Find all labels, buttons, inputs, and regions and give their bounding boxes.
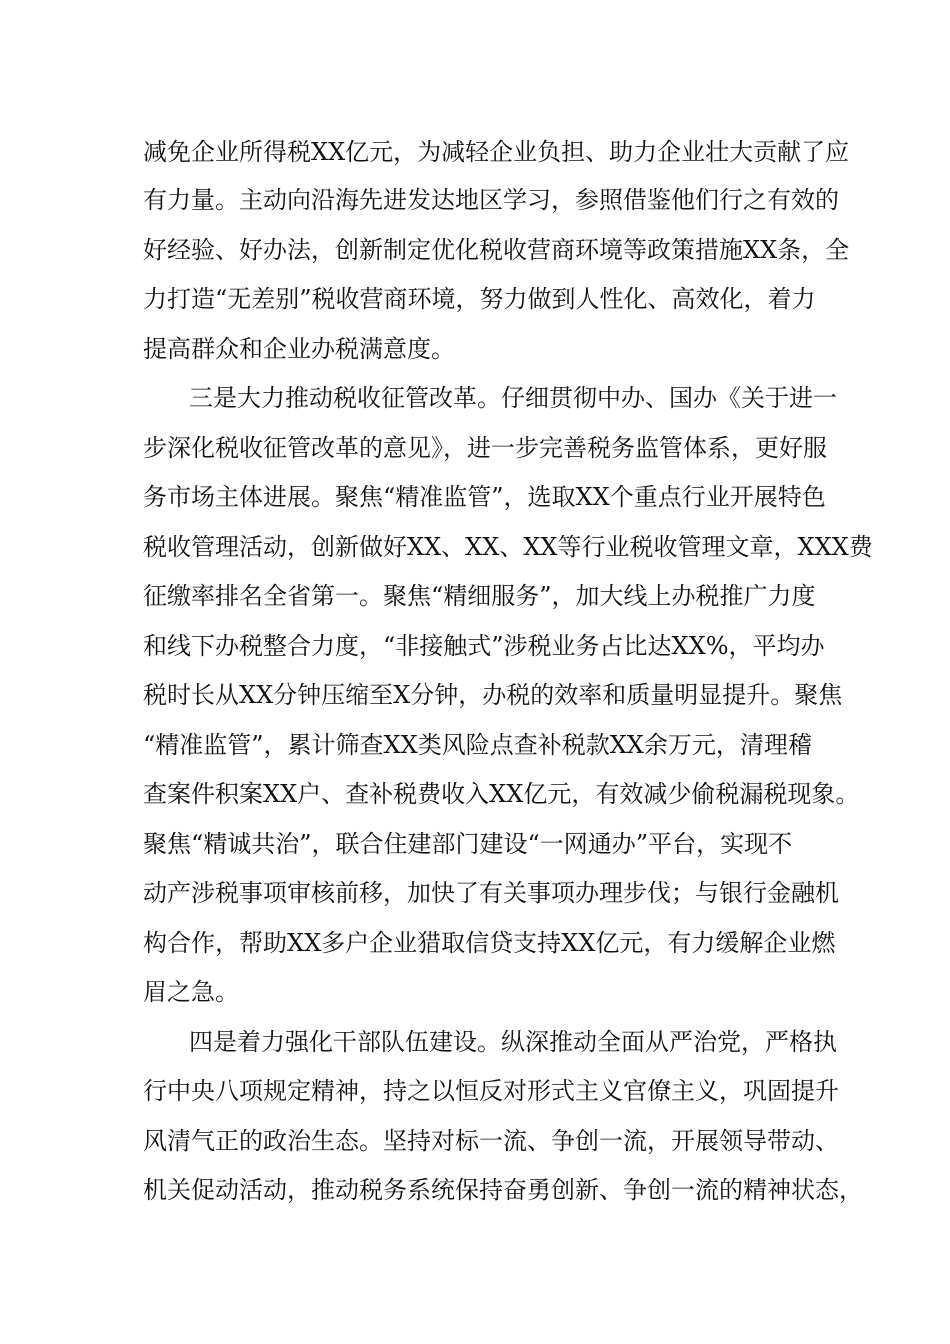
text-line: 构合作，帮助XX多户企业猎取信贷支持XX亿元，有力缓解企业燃 [143,929,836,957]
text-line: 务市场主体进展。聚焦“精准监管”，选取XX个重点行业开展特色 [143,483,826,511]
text-line: 行中央八项规定精神，持之以恒反对形式主义官僚主义，巩固提升 [143,1077,839,1105]
text-line: 提高群众和企业办税满意度。 [143,335,455,363]
text-line: 动产涉税事项审核前移，加快了有关事项办理步伐；与银行金融机 [143,879,839,907]
text-line: 征缴率排名全省第一。聚焦“精细服务”，加大线上办税推广力度 [143,582,816,610]
text-line: 眉之急。 [143,978,239,1006]
text-line: 机关促动活动，推动税务系统保持奋勇创新、争创一流的精神状态， [143,1176,863,1204]
text-line: 和线下办税整合力度，“非接触式”涉税业务占比达XX%，平均办 [143,632,825,660]
text-line: 步深化税收征管改革的意见》，进一步完善税务监管体系，更好服 [143,434,827,462]
text-line: 风清气正的政治生态。坚持对标一流、争创一流，开展领导带动、 [143,1127,839,1155]
text-line: 聚焦“精诚共治”，联合住建部门建设“一网通办”平台，实现不 [143,830,793,858]
paragraph-first-line: 三是大力推动税收征管改革。仔细贯彻中办、国办《关于进一 [189,384,837,412]
text-line: 查案件积案XX户、查补税费收入XX亿元，有效减少偷税漏税现象。 [143,780,860,808]
paragraph-first-line: 四是着力强化干部队伍建设。纵深推动全面从严治党，严格执 [189,1028,837,1056]
text-line: 税收管理活动，创新做好XX、XX、XX等行业税收管理文章，XXX费 [143,533,873,561]
text-line: 好经验、好办法，创新制定优化税收营商环境等政策措施XX条，全 [143,236,850,264]
text-line: “精准监管”，累计筛查XX类风险点查补税款XX余万元，清理稽 [143,731,812,759]
text-line: 力打造“无差别”税收营商环境，努力做到人性化、高效化，着力 [143,285,816,313]
text-line: 有力量。主动向沿海先进发达地区学习，参照借鉴他们行之有效的 [143,186,839,214]
text-line: 减免企业所得税XX亿元，为减轻企业负担、助力企业壮大贡献了应 [143,138,850,166]
text-line: 税时长从XX分钟压缩至X分钟，办税的效率和质量明显提升。聚焦 [143,681,843,709]
